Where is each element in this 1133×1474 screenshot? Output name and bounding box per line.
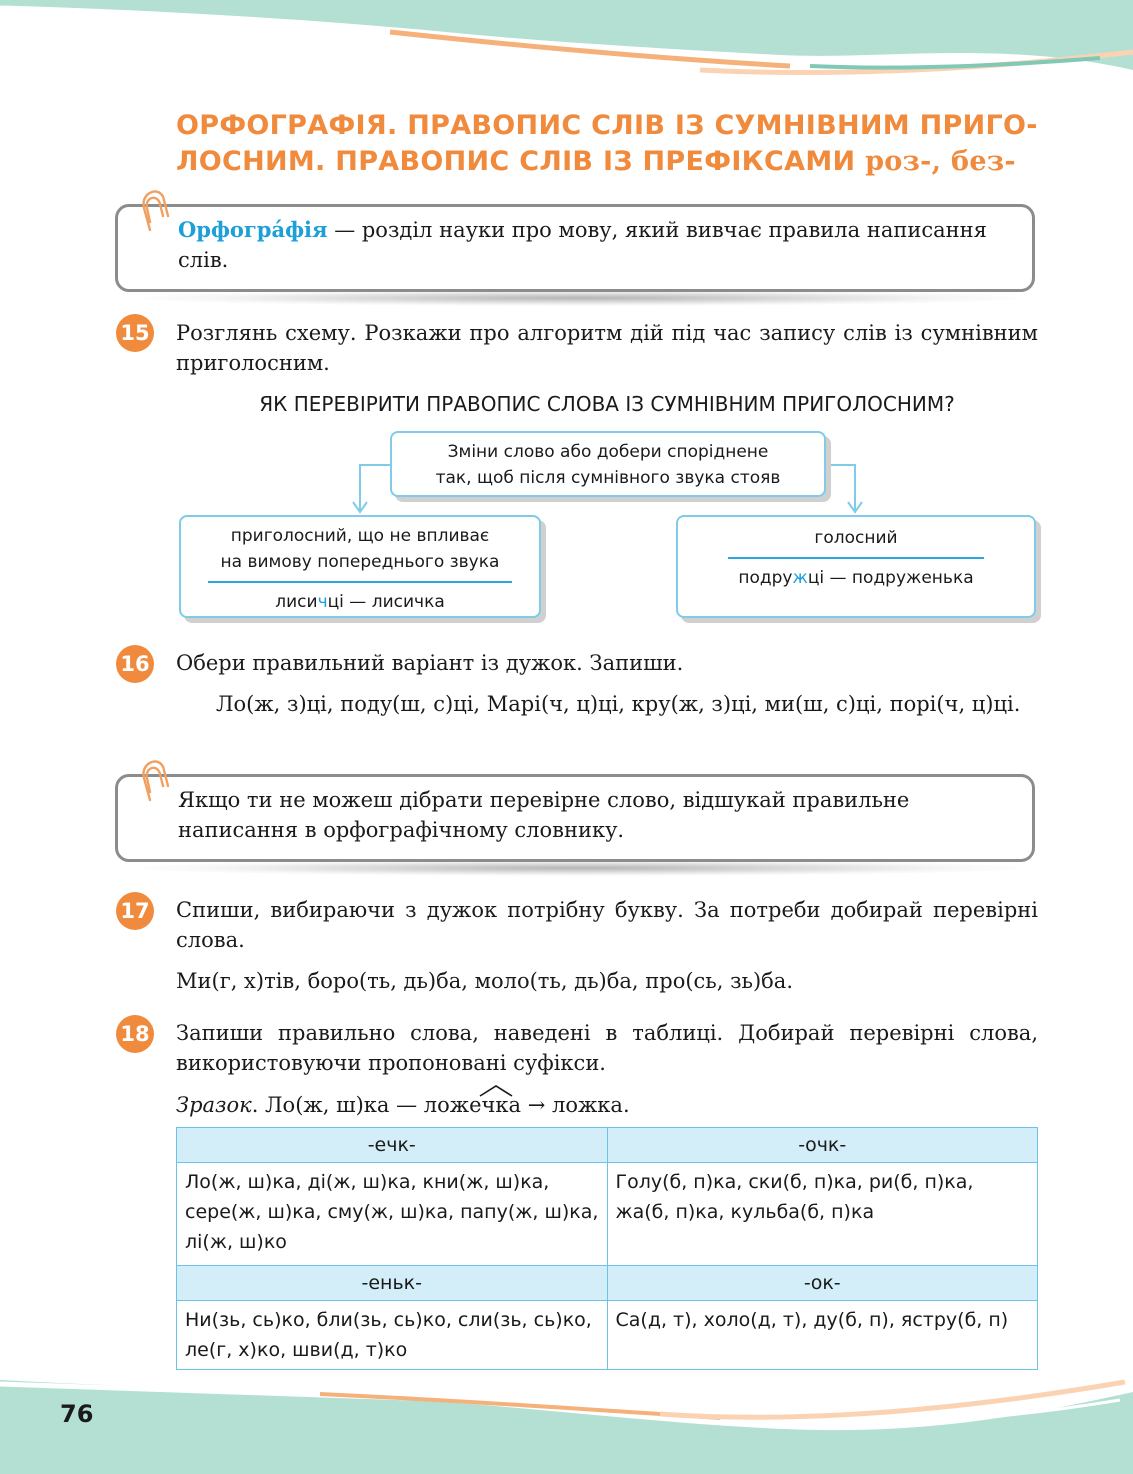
dictionary-note-text: Якщо ти не можеш дібрати перевірне слово, відшукай правильне написання в орфографічному словнику. [178, 788, 910, 842]
right-example-highlight: ж [792, 568, 808, 588]
scheme-left-divider [208, 581, 512, 583]
sample-start: . Ло(ж, ш)ка — ложе [251, 1093, 482, 1117]
table-row [177, 1301, 1038, 1370]
task-number-18: 18 [116, 1015, 154, 1053]
table-cell: Ни(зь, сь)ко, бли(зь, сь)ко, сли(зь, сь)ко, ле(г, х)ко, шви(д, т)ко [177, 1301, 608, 1370]
suffix-arc-icon [478, 1084, 514, 1098]
sample-end: а → ложка. [508, 1093, 630, 1117]
lesson-title-line2-text: ЛОСНИМ. ПРАВОПИС СЛІВ ІЗ ПРЕФІКСАМИ [176, 146, 866, 177]
left-example-end: ці — лисичка [327, 592, 445, 612]
scheme-top-line2: так, щоб після сумнівного звука стояв [435, 468, 781, 488]
paperclip-icon [138, 186, 170, 234]
table-header-ochk: -очк- [607, 1128, 1038, 1163]
lesson-title [176, 108, 1056, 180]
sample-suffix: чк [481, 1093, 509, 1117]
scheme-left-line2: на вимову попереднього звука [220, 552, 500, 572]
scheme-right-box [676, 515, 1036, 618]
task-18-sample [176, 1090, 1038, 1120]
task-16-words: Ло(ж, з)ці, поду(ш, с)ці, Марі(ч, ц)ці, кру(ж, з)ці, ми(ш, с)ці, порі(ч, ц)ці. [216, 692, 1021, 716]
task-number-17: 17 [116, 892, 154, 930]
scheme-left-line1: приголосний, що не впливає [230, 526, 490, 546]
table-row [177, 1266, 1038, 1301]
task-18-text: Запиши правильно слова, наведені в таблиці. Добирай перевірні слова, використовуючи пропоновані суфікси. [176, 1021, 1038, 1075]
task-16-text: Обери правильний варіант із дужок. Запиши. [176, 651, 684, 675]
scheme-left-box [179, 515, 541, 618]
scheme-top-box [390, 431, 826, 497]
table-row [177, 1163, 1038, 1266]
scheme-right-divider [728, 557, 984, 559]
top-wave-decoration [0, 0, 1133, 110]
definition-text: — розділ науки про мову, який вивчає правила написання слів. [178, 218, 987, 272]
task-15-text: Розглянь схему. Розкажи про алгоритм дій під час запису слів із сумнівним приголосним. [176, 321, 1038, 375]
note-shadow [140, 290, 1020, 306]
scheme-title: ЯК ПЕРЕВІРИТИ ПРАВОПИС СЛОВА ІЗ СУМНІВНИМ ПРИГОЛОСНИМ? [259, 392, 955, 416]
table-header-enk: -еньк- [177, 1266, 608, 1301]
task-number-16: 16 [116, 645, 154, 683]
table-cell: Голу(б, п)ка, ски(б, п)ка, ри(б, п)ка, жа(б, п)ка, кульба(б, п)ка [607, 1163, 1038, 1266]
note-shadow [140, 860, 1020, 876]
task-number-15: 15 [116, 314, 154, 352]
task-17-text: Спиши, вибираючи з дужок потрібну букву. За потреби добирай перевірні слова. [176, 898, 1038, 952]
table-header-ok: -ок- [607, 1266, 1038, 1301]
left-example-highlight: ч [317, 592, 328, 612]
suffix-table [176, 1127, 1038, 1370]
right-example-start: подру [738, 568, 793, 588]
page-number: 76 [60, 1400, 94, 1428]
paperclip-icon [138, 756, 170, 804]
table-row [177, 1128, 1038, 1163]
lesson-title-line1: ОРФОГРАФІЯ. ПРАВОПИС СЛІВ ІЗ СУМНІВНИМ ПРИГО- [176, 110, 1038, 141]
scheme-right-line1: голосний [814, 528, 898, 548]
sample-label: Зразок [176, 1093, 252, 1117]
table-cell: Са(д, т), холо(д, т), ду(б, п), ястру(б, п) [607, 1301, 1038, 1370]
right-example-end: ці — подруженька [807, 568, 974, 588]
table-cell: Ло(ж, ш)ка, ді(ж, ш)ка, кни(ж, ш)ка, сере(ж, ш)ка, сму(ж, ш)ка, папу(ж, ш)ка, лі(ж, ш)ко [177, 1163, 608, 1266]
table-header-echk: -ечк- [177, 1128, 608, 1163]
definition-term: Орфогра́фія [178, 217, 328, 242]
bottom-wave-decoration [0, 1370, 1133, 1474]
lesson-title-line2 [176, 144, 1056, 180]
scheme-top-line1: Зміни слово або добери споріднене [447, 442, 769, 462]
definition-note-box [115, 204, 1035, 292]
dictionary-note-box [115, 774, 1035, 862]
scheme-right-example [678, 565, 1034, 591]
suffix-arc-mark [482, 1090, 509, 1120]
left-example-start: лиси [275, 592, 318, 612]
task-17-words: Ми(г, х)тів, боро(ть, дь)ба, моло(ть, дь)ба, про(сь, зь)ба. [176, 969, 793, 993]
scheme-left-example [181, 589, 539, 615]
lesson-title-prefixes: роз-, без- [865, 146, 1016, 177]
